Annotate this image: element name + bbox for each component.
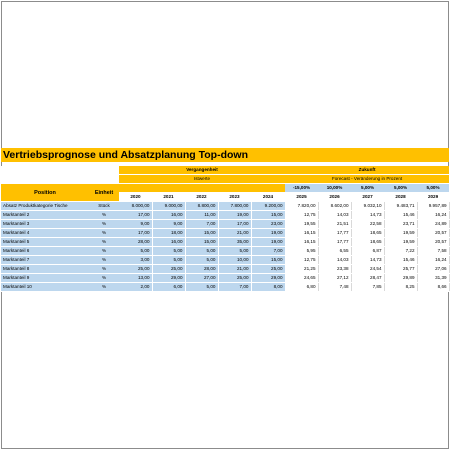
actual-value-cell[interactable]: 7.800,00 bbox=[218, 202, 251, 211]
row-unit: % bbox=[89, 256, 119, 265]
forecast-value-cell: 14,03 bbox=[318, 211, 351, 220]
forecast-value-cell: 24,54 bbox=[351, 265, 384, 274]
actual-value-cell[interactable]: 28,00 bbox=[185, 265, 218, 274]
actual-value-cell[interactable]: 10,00 bbox=[218, 256, 251, 265]
past-group-header: Vergangenheit bbox=[119, 166, 285, 175]
forecast-value-cell: 28,47 bbox=[351, 274, 384, 283]
actual-value-cell[interactable]: 7,00 bbox=[185, 220, 218, 229]
actual-value-cell[interactable]: 21,00 bbox=[218, 229, 251, 238]
group-header-row bbox=[1, 166, 449, 175]
actual-value-cell[interactable]: 25,00 bbox=[119, 265, 152, 274]
year-header-2026: 2026 bbox=[318, 193, 351, 202]
sheet-title: Vertriebsprognose und Absatzplanung Top-down bbox=[1, 148, 449, 162]
actual-value-cell[interactable]: 16,00 bbox=[152, 211, 185, 220]
forecast-value-cell: 8,25 bbox=[384, 283, 417, 292]
forecast-value-cell: 15,46 bbox=[384, 256, 417, 265]
forecast-value-cell: 9.483,71 bbox=[384, 202, 417, 211]
year-header-2021: 2021 bbox=[152, 193, 185, 202]
forecast-value-cell: 7,22 bbox=[384, 247, 417, 256]
actual-value-cell[interactable]: 19,00 bbox=[218, 211, 251, 220]
future-sub-header: Forecast - Veränderung in Prozent bbox=[285, 175, 449, 184]
actual-value-cell[interactable]: 5,00 bbox=[185, 247, 218, 256]
actual-value-cell[interactable]: 9.200,00 bbox=[251, 202, 285, 211]
growth-rate-cell[interactable]: 5,00% bbox=[351, 184, 384, 193]
forecast-value-cell: 15,46 bbox=[384, 211, 417, 220]
row-unit: % bbox=[89, 220, 119, 229]
table-row bbox=[1, 265, 449, 274]
actual-value-cell[interactable]: 5,00 bbox=[152, 256, 185, 265]
forecast-value-cell: 24,65 bbox=[285, 274, 318, 283]
actual-value-cell[interactable]: 15,00 bbox=[185, 238, 218, 247]
forecast-value-cell: 21,51 bbox=[318, 220, 351, 229]
forecast-value-cell: 19,59 bbox=[384, 238, 417, 247]
row-unit: % bbox=[89, 238, 119, 247]
row-position-label: Marktanteil 2 bbox=[1, 211, 89, 220]
row-unit: % bbox=[89, 229, 119, 238]
actual-value-cell[interactable]: 8,00 bbox=[251, 283, 285, 292]
forecast-value-cell: 18,65 bbox=[351, 229, 384, 238]
actual-value-cell[interactable]: 15,00 bbox=[185, 229, 218, 238]
forecast-value-cell: 7,48 bbox=[318, 283, 351, 292]
actual-value-cell[interactable]: 2,00 bbox=[119, 283, 152, 292]
row-unit: % bbox=[89, 274, 119, 283]
actual-value-cell[interactable]: 5,00 bbox=[185, 283, 218, 292]
forecast-value-cell: 8,66 bbox=[417, 283, 449, 292]
unit-header: Einheit bbox=[89, 184, 119, 202]
actual-value-cell[interactable]: 29,00 bbox=[251, 274, 285, 283]
actual-value-cell[interactable]: 23,00 bbox=[251, 220, 285, 229]
growth-rate-cell[interactable]: 10,00% bbox=[318, 184, 351, 193]
forecast-value-cell: 27,06 bbox=[417, 265, 449, 274]
forecast-value-cell: 6,80 bbox=[285, 283, 318, 292]
year-header-2023: 2023 bbox=[218, 193, 251, 202]
position-header: Position bbox=[1, 184, 89, 202]
row-unit: % bbox=[89, 211, 119, 220]
table-row bbox=[1, 283, 449, 292]
year-header-2027: 2027 bbox=[351, 193, 384, 202]
forecast-value-cell: 9.957,89 bbox=[417, 202, 449, 211]
actual-value-cell[interactable]: 25,00 bbox=[152, 265, 185, 274]
actual-value-cell[interactable]: 17,00 bbox=[218, 220, 251, 229]
forecast-value-cell: 7,85 bbox=[351, 283, 384, 292]
forecast-value-cell: 12,75 bbox=[285, 256, 318, 265]
table-row bbox=[1, 211, 449, 220]
actual-value-cell[interactable]: 9,00 bbox=[119, 220, 152, 229]
forecast-value-cell: 16,15 bbox=[285, 229, 318, 238]
actual-value-cell[interactable]: 9.000,00 bbox=[152, 202, 185, 211]
actual-value-cell[interactable]: 27,00 bbox=[185, 274, 218, 283]
actual-value-cell[interactable]: 29,00 bbox=[152, 274, 185, 283]
forecast-value-cell: 27,12 bbox=[318, 274, 351, 283]
forecast-value-cell: 9.032,10 bbox=[351, 202, 384, 211]
table-row bbox=[1, 229, 449, 238]
forecast-value-cell: 7,58 bbox=[417, 247, 449, 256]
past-sub-header: Istwerte bbox=[119, 175, 285, 184]
actual-value-cell[interactable]: 8.000,00 bbox=[119, 202, 152, 211]
forecast-value-cell: 25,77 bbox=[384, 265, 417, 274]
forecast-value-cell: 14,03 bbox=[318, 256, 351, 265]
actual-value-cell[interactable]: 5,00 bbox=[185, 256, 218, 265]
row-position-label: Marktanteil 9 bbox=[1, 274, 89, 283]
row-unit: Stück bbox=[89, 202, 119, 211]
forecast-value-cell: 21,25 bbox=[285, 265, 318, 274]
actual-value-cell[interactable]: 5,00 bbox=[119, 247, 152, 256]
table-row bbox=[1, 220, 449, 229]
growth-rate-cell[interactable]: 5,00% bbox=[417, 184, 449, 193]
year-header-2028: 2028 bbox=[384, 193, 417, 202]
forecast-value-cell: 14,73 bbox=[351, 256, 384, 265]
table-row bbox=[1, 238, 449, 247]
row-unit: % bbox=[89, 283, 119, 292]
forecast-value-cell: 5,95 bbox=[285, 247, 318, 256]
forecast-value-cell: 17,77 bbox=[318, 238, 351, 247]
forecast-value-cell: 29,89 bbox=[384, 274, 417, 283]
actual-value-cell[interactable]: 21,00 bbox=[218, 265, 251, 274]
actual-value-cell[interactable]: 7,00 bbox=[251, 247, 285, 256]
row-position-label: Marktanteil 3 bbox=[1, 220, 89, 229]
forecast-value-cell: 6,55 bbox=[318, 247, 351, 256]
actual-value-cell[interactable]: 25,00 bbox=[218, 274, 251, 283]
year-header-2020: 2020 bbox=[119, 193, 152, 202]
forecast-value-cell: 23,38 bbox=[318, 265, 351, 274]
subgroup-header-row bbox=[1, 175, 449, 184]
row-position-label: Absatz Produktkategorie Tische bbox=[1, 202, 89, 211]
actual-value-cell[interactable]: 11,00 bbox=[185, 211, 218, 220]
row-position-label: Marktanteil 8 bbox=[1, 265, 89, 274]
table-row bbox=[1, 202, 449, 211]
row-unit: % bbox=[89, 265, 119, 274]
table-row bbox=[1, 256, 449, 265]
actual-value-cell[interactable]: 15,00 bbox=[251, 256, 285, 265]
forecast-value-cell: 12,75 bbox=[285, 211, 318, 220]
actual-value-cell[interactable]: 19,00 bbox=[251, 229, 285, 238]
forecast-value-cell: 16,15 bbox=[285, 238, 318, 247]
growth-rate-cell[interactable]: -15,00% bbox=[285, 184, 318, 193]
actual-value-cell[interactable]: 7,00 bbox=[218, 283, 251, 292]
year-header-2024: 2024 bbox=[251, 193, 285, 202]
forecast-value-cell: 16,24 bbox=[417, 211, 449, 220]
forecast-value-cell: 20,57 bbox=[417, 229, 449, 238]
actual-value-cell[interactable]: 19,00 bbox=[251, 238, 285, 247]
actual-value-cell[interactable]: 18,00 bbox=[152, 229, 185, 238]
row-position-label: Marktanteil 4 bbox=[1, 229, 89, 238]
forecast-value-cell: 23,71 bbox=[384, 220, 417, 229]
actual-value-cell[interactable]: 15,00 bbox=[251, 211, 285, 220]
forecast-value-cell: 24,89 bbox=[417, 220, 449, 229]
growth-rate-cell[interactable]: 5,00% bbox=[384, 184, 417, 193]
forecast-value-cell: 20,57 bbox=[417, 238, 449, 247]
actual-value-cell[interactable]: 35,00 bbox=[218, 238, 251, 247]
year-header-2025: 2025 bbox=[285, 193, 318, 202]
actual-value-cell[interactable]: 5,00 bbox=[152, 247, 185, 256]
forecast-value-cell: 16,24 bbox=[417, 256, 449, 265]
actual-value-cell[interactable]: 8.800,00 bbox=[185, 202, 218, 211]
actual-value-cell[interactable]: 13,00 bbox=[119, 274, 152, 283]
table-row bbox=[1, 247, 449, 256]
forecast-value-cell: 8.602,00 bbox=[318, 202, 351, 211]
actual-value-cell[interactable]: 17,00 bbox=[119, 211, 152, 220]
forecast-value-cell: 17,77 bbox=[318, 229, 351, 238]
forecast-value-cell: 19,59 bbox=[384, 229, 417, 238]
actual-value-cell[interactable]: 9,00 bbox=[152, 220, 185, 229]
forecast-table bbox=[1, 166, 450, 292]
actual-value-cell[interactable]: 16,00 bbox=[152, 238, 185, 247]
actual-value-cell[interactable]: 5,00 bbox=[218, 247, 251, 256]
row-position-label: Marktanteil 5 bbox=[1, 238, 89, 247]
forecast-value-cell: 7.820,00 bbox=[285, 202, 318, 211]
actual-value-cell[interactable]: 3,00 bbox=[119, 256, 152, 265]
forecast-value-cell: 22,58 bbox=[351, 220, 384, 229]
forecast-value-cell: 18,65 bbox=[351, 238, 384, 247]
row-position-label: Marktanteil 7 bbox=[1, 256, 89, 265]
year-header-2022: 2022 bbox=[185, 193, 218, 202]
table-row bbox=[1, 274, 449, 283]
actual-value-cell[interactable]: 6,00 bbox=[152, 283, 185, 292]
forecast-value-cell: 6,87 bbox=[351, 247, 384, 256]
growth-rate-row bbox=[1, 184, 449, 193]
row-unit: % bbox=[89, 247, 119, 256]
forecast-value-cell: 19,55 bbox=[285, 220, 318, 229]
row-position-label: Marktanteil 10 bbox=[1, 283, 89, 292]
actual-value-cell[interactable]: 25,00 bbox=[251, 265, 285, 274]
actual-value-cell[interactable]: 17,00 bbox=[119, 229, 152, 238]
forecast-value-cell: 14,73 bbox=[351, 211, 384, 220]
year-header-2029: 2029 bbox=[417, 193, 449, 202]
forecast-value-cell: 31,39 bbox=[417, 274, 449, 283]
actual-value-cell[interactable]: 28,00 bbox=[119, 238, 152, 247]
row-position-label: Marktanteil 6 bbox=[1, 247, 89, 256]
future-group-header: Zukunft bbox=[285, 166, 449, 175]
